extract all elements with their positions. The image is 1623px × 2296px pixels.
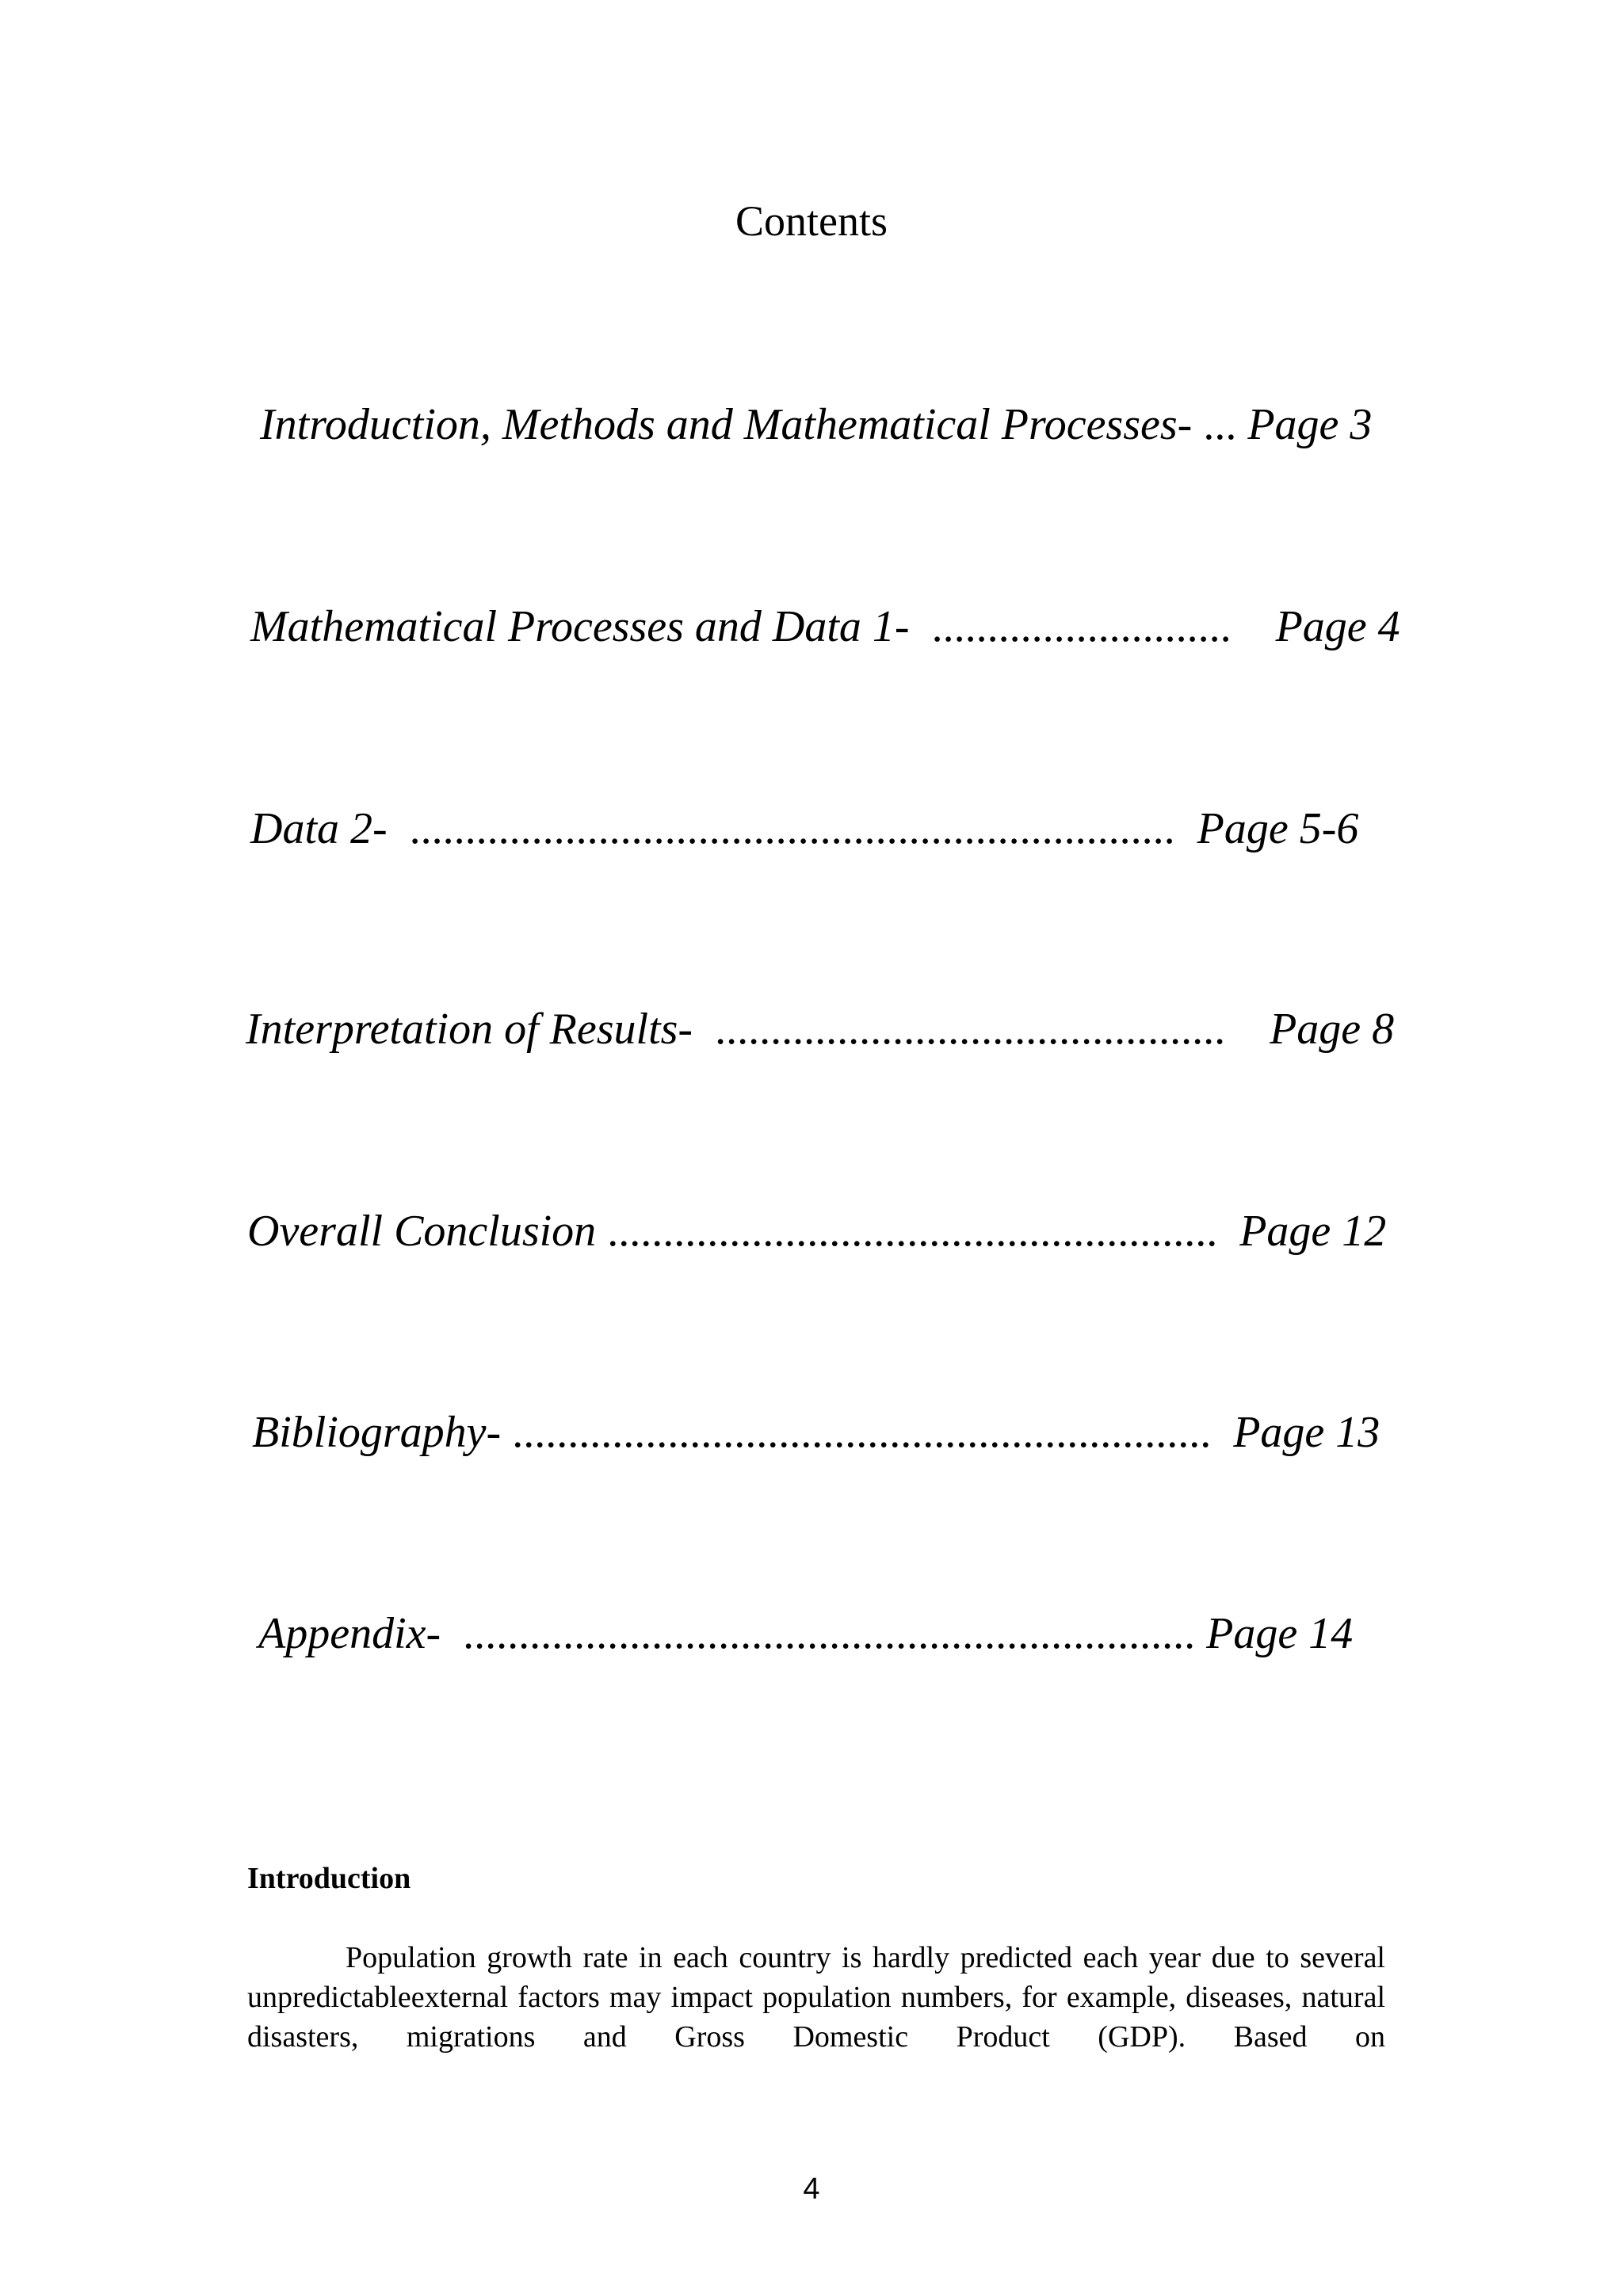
toc-entry-page: Page 5-6 xyxy=(1174,804,1359,853)
toc-leader-dots: ........................... xyxy=(920,602,1232,651)
toc-entry xyxy=(258,1605,1353,1662)
toc-entry xyxy=(260,396,1372,453)
toc-entry-page: Page 12 xyxy=(1217,1207,1387,1256)
toc-entry-title: Overall Conclusion xyxy=(247,1207,608,1256)
toc-entry-title: Bibliography- xyxy=(252,1408,513,1457)
toc-entry-title: Data 2- xyxy=(250,804,399,853)
toc-leader-dots: ....................................................... xyxy=(607,1207,1218,1256)
toc-leader-dots: ... xyxy=(1203,400,1237,449)
toc-leader-dots: .................................................................. xyxy=(452,1609,1196,1658)
introduction-heading: Introduction xyxy=(247,1862,411,1895)
toc-entry xyxy=(246,1001,1394,1058)
toc-entry xyxy=(250,800,1358,857)
toc-leader-dots: ..................................................................... xyxy=(398,804,1175,853)
toc-entry xyxy=(247,1203,1386,1260)
toc-entry-title: Interpretation of Results- xyxy=(246,1005,705,1054)
toc-entry xyxy=(252,1404,1380,1461)
toc-entry-title: Mathematical Processes and Data 1- xyxy=(250,602,921,651)
contents-title: Contents xyxy=(735,197,888,245)
toc-entry-title: Appendix- xyxy=(258,1609,453,1658)
toc-leader-dots: ............................................................... xyxy=(512,1408,1212,1457)
page-number: 4 xyxy=(803,2172,820,2206)
introduction-paragraph: Population growth rate in each country is hardly predicted each year due to several unpredictableexternal factors may impact population numbers, for example, diseases, natural disasters, migrations and Gross Domestic Product (GDP). Based on xyxy=(247,1941,1385,2054)
toc-entry xyxy=(250,598,1400,655)
toc-leader-dots: .............................................. xyxy=(704,1005,1226,1054)
toc-entry-page: Page 4 xyxy=(1231,602,1400,651)
toc-entry-page: Page 3 xyxy=(1236,400,1373,449)
toc-entry-page: Page 13 xyxy=(1211,1408,1381,1457)
toc-entry-page: Page 14 xyxy=(1195,1609,1354,1658)
toc-entry-page: Page 8 xyxy=(1225,1005,1395,1054)
toc-entry-title: Introduction, Methods and Mathematical Processes- xyxy=(260,400,1204,449)
